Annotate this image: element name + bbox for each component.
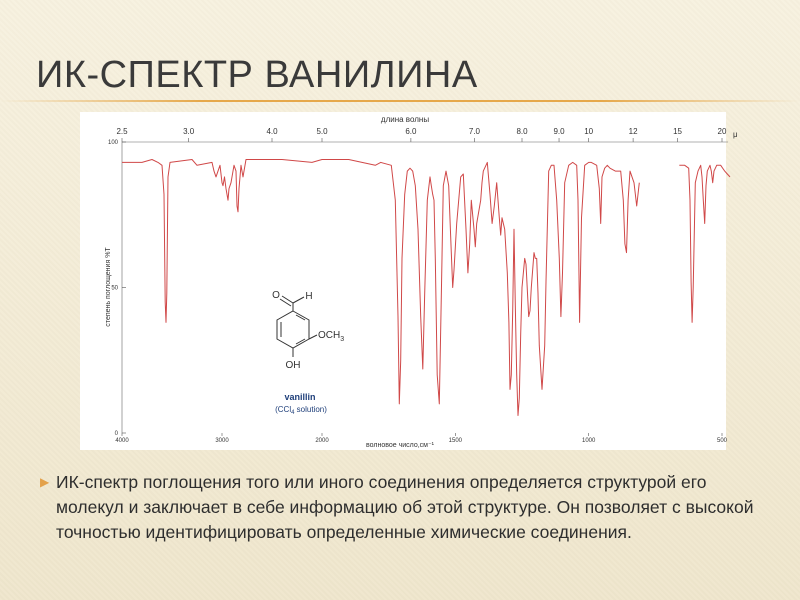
atom-label-o: O: [272, 290, 280, 301]
spectrum-line: [679, 165, 730, 322]
y-tick-label: 100: [107, 140, 118, 146]
top-tick-label: 12: [628, 127, 638, 136]
atom-label-h: H: [305, 291, 313, 302]
top-tick-label: 7.0: [468, 127, 480, 136]
methoxy-bond: [309, 335, 317, 339]
spectrum-series: [122, 160, 730, 416]
top-axis-unit: μ: [733, 130, 738, 139]
aldehyde-ch-bond: [293, 297, 304, 303]
x-tick-label: 4000: [115, 438, 129, 444]
y-axis-label: степень поглощения %T: [105, 247, 112, 327]
top-tick-label: 5.0: [316, 127, 328, 136]
spectrum-line: [122, 160, 639, 416]
top-tick-label: 10: [584, 127, 594, 136]
solution-label: (CCl$_4$ solution): [275, 405, 327, 416]
title-divider: [0, 100, 800, 102]
x-tick-label: 500: [716, 438, 728, 444]
benzene-ring: [277, 311, 309, 348]
top-tick-label: 9.0: [553, 127, 565, 136]
top-tick-label: 6.0: [405, 127, 417, 136]
compound-name: vanillin: [284, 392, 316, 402]
y-tick-label: 0: [114, 431, 118, 437]
top-tick-label: 8.0: [516, 127, 528, 136]
x-axis-label: волновое число,см⁻¹: [366, 442, 434, 449]
x-tick-label: 3000: [215, 438, 229, 444]
top-tick-label: 20: [717, 127, 727, 136]
body-paragraph: ИК-спектр поглощения того или иного соединения определяется структурой его молекул и заключает в себе информацию об этой структуре. Он позволяет с высокой точностью идентифицировать определенные химические соединения.: [56, 472, 754, 542]
top-axis-label: длина волны: [380, 115, 430, 124]
top-tick-label: 2.5: [116, 127, 128, 136]
top-axis-ticks: [116, 127, 727, 142]
aldehyde-co-bond: [280, 299, 291, 306]
x-tick-label: 2000: [315, 438, 329, 444]
top-tick-label: 15: [673, 127, 683, 136]
ir-spectrum-svg: [80, 112, 738, 450]
atom-label-oh: OH: [285, 360, 301, 371]
y-tick-label: 50: [111, 285, 118, 292]
slide-title: ИК-СПЕКТР ВАНИЛИНА: [36, 54, 478, 96]
top-tick-label: 3.0: [183, 127, 195, 136]
ir-spectrum-chart: [80, 112, 738, 450]
aldehyde-co-bond: [282, 296, 293, 303]
x-tick-label: 1000: [581, 438, 596, 444]
top-tick-label: 4.0: [266, 127, 278, 136]
vanillin-structure-inset: [272, 290, 344, 416]
atom-label-och3: $OCH_3$: [318, 330, 345, 343]
triangle-bullet-icon: ▶: [40, 475, 50, 489]
x-tick-label: 1500: [448, 438, 463, 444]
